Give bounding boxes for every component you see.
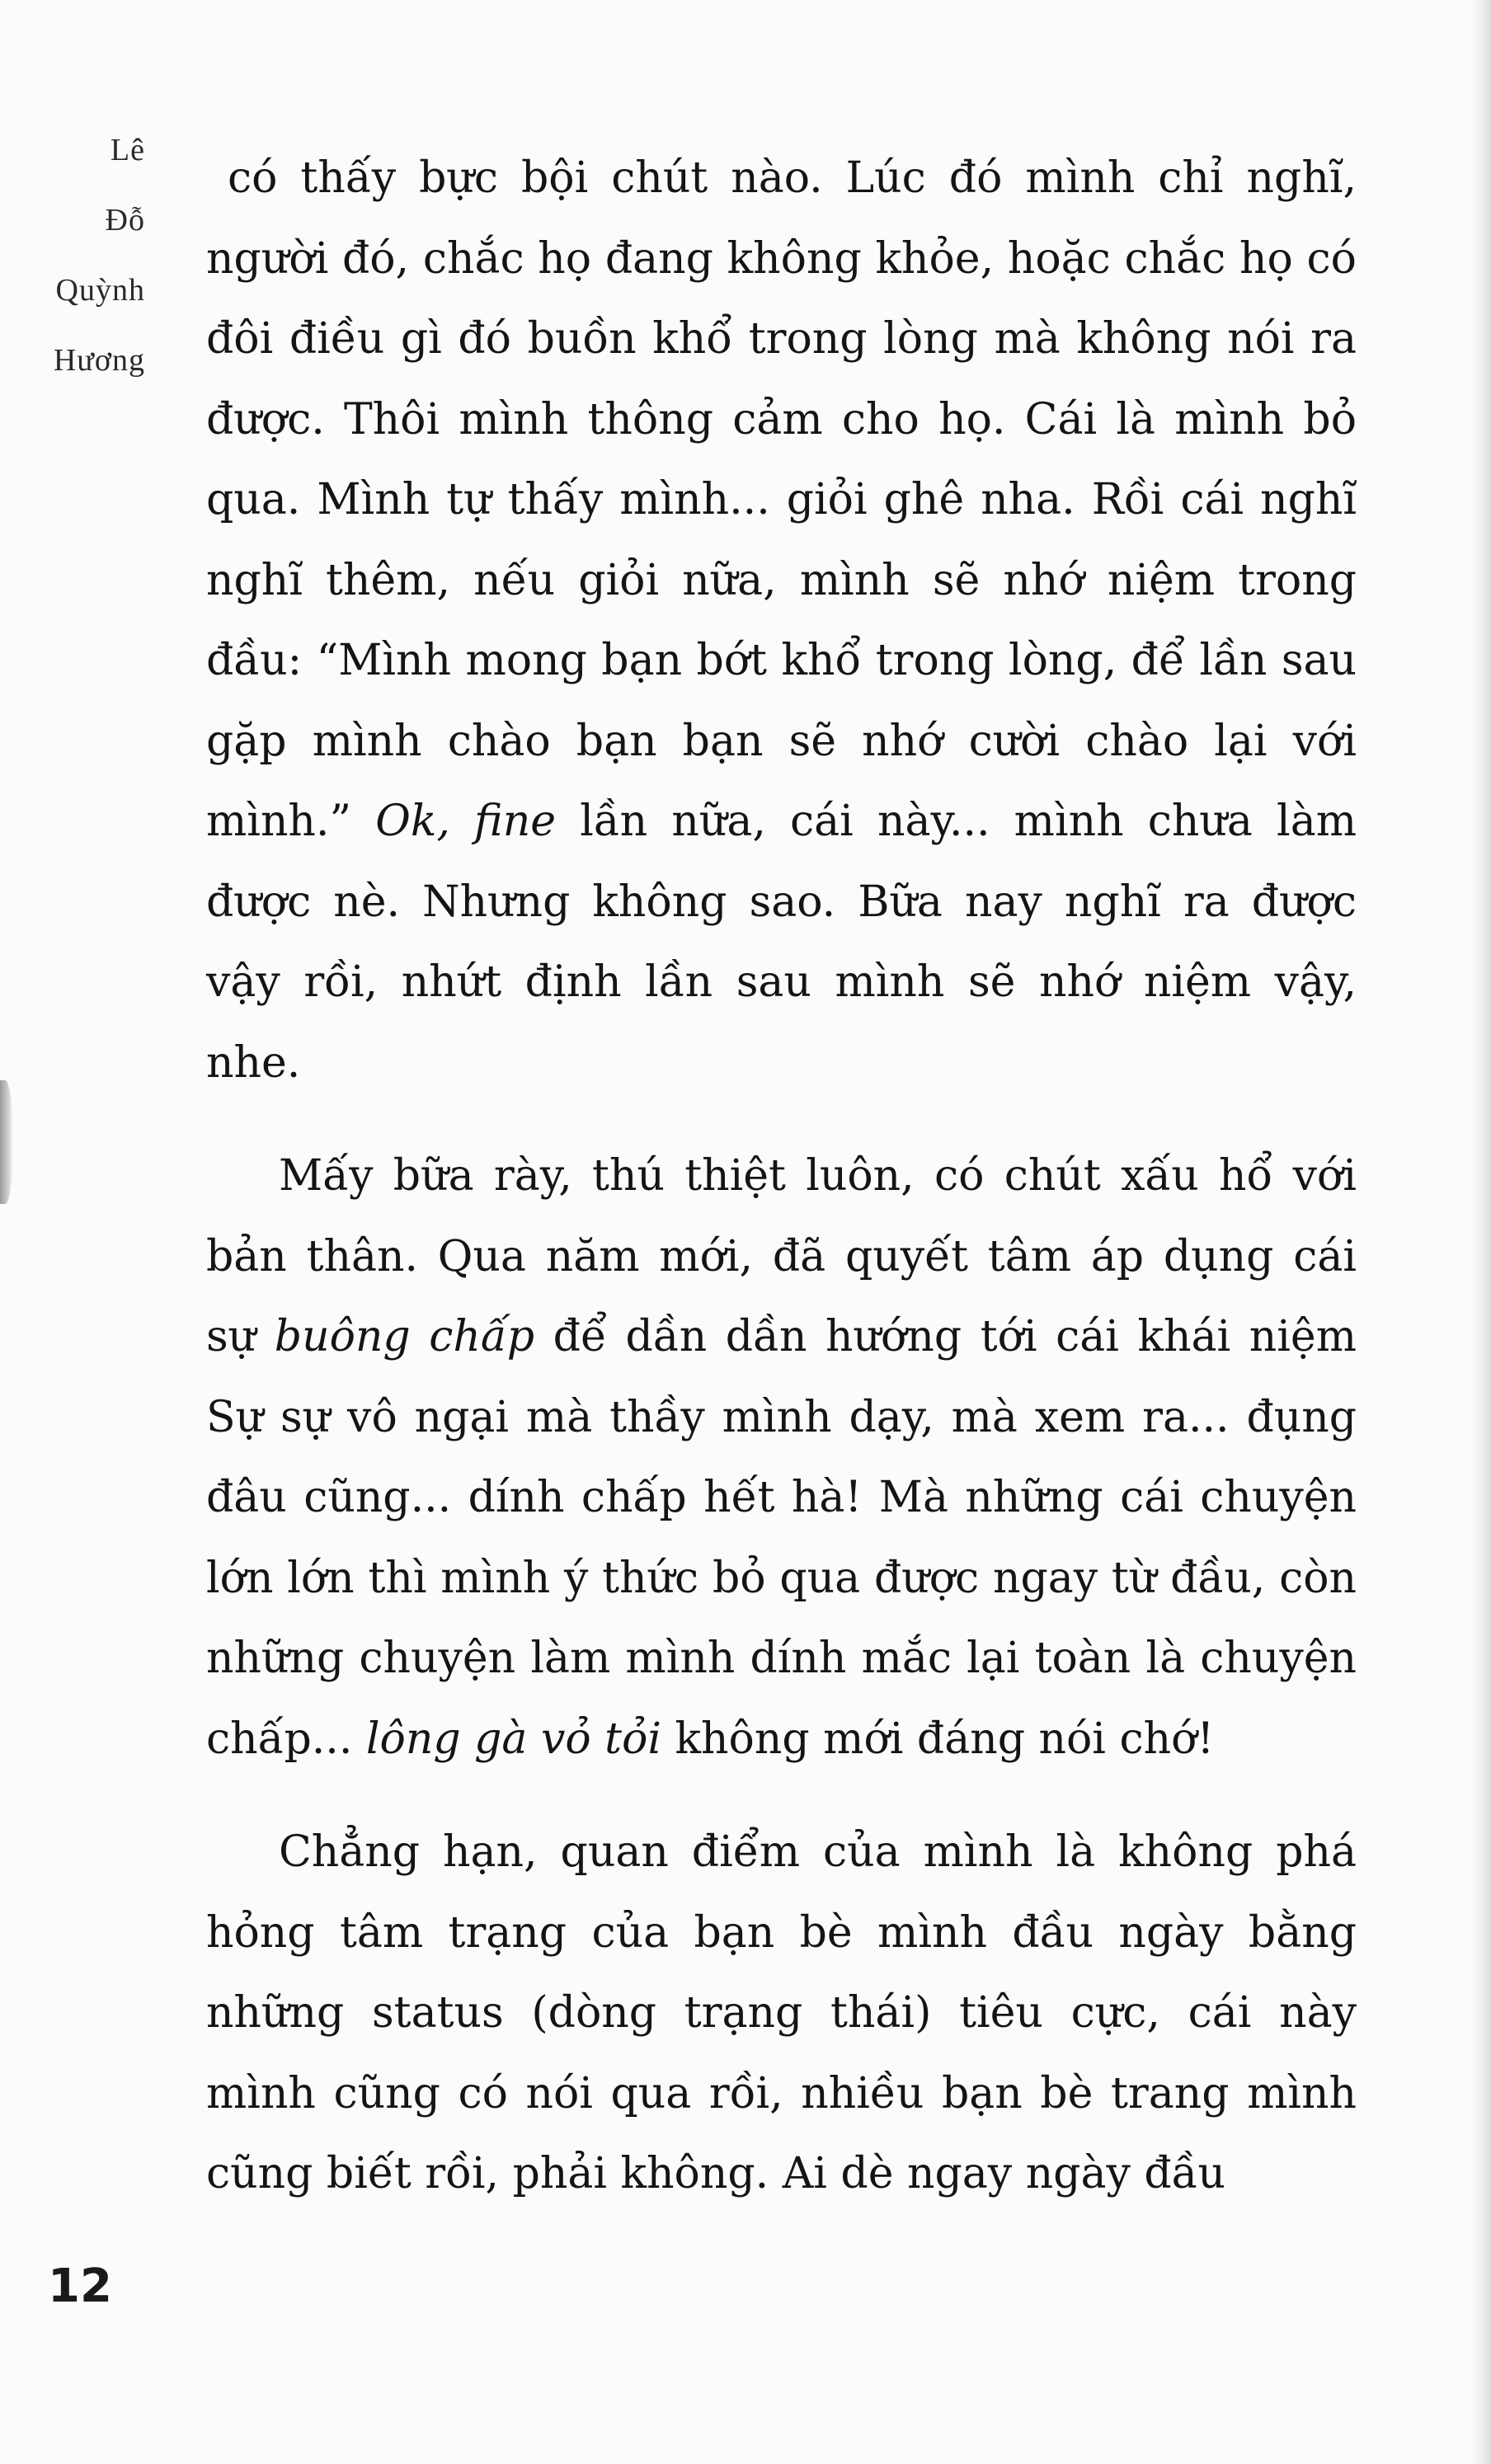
binding-shadow xyxy=(0,1080,13,1204)
body-text xyxy=(206,139,1357,2215)
paragraph xyxy=(206,1136,1357,1780)
paragraph xyxy=(206,139,1357,1103)
page-edge-shadow xyxy=(1470,0,1491,2464)
text-segment: lần nữa, cái này... mình chưa làm được nè. Nhưng không sao. Bữa nay nghĩ ra được vậy rồi, nhứt định lần sau mình sẽ nhớ niệm vậy, nhe. xyxy=(206,797,1357,1088)
text-segment: Mấy bữa rày, thú thiệt luôn, có chút xấu hổ với bản thân. Qua năm mới, đã quyết tâm áp dụng cái sự xyxy=(206,1151,1357,1361)
author-line: Lê xyxy=(110,133,145,167)
page-number: 12 xyxy=(48,2259,112,2313)
text-segment: có thấy bực bội chút nào. Lúc đó mình chỉ nghĩ, người đó, chắc họ đang không khỏe, hoặc chắc họ có đôi điều gì đó buồn khổ trong lòng mà không nói ra được. Thôi mình thông cảm cho họ. Cái là mình bỏ qua. Mình tự thấy mình... giỏi ghê nha. Rồi cái nghĩ nghĩ thêm, nếu giỏi nữa, mình sẽ nhớ niệm trong đầu: “Mình mong bạn bớt khổ trong lòng, để lần sau gặp mình chào bạn bạn sẽ nhớ cười chào lại với mình.” xyxy=(206,153,1357,846)
author-line: Đỗ xyxy=(105,203,145,237)
italic-text-segment: Ok, fine xyxy=(375,797,557,846)
text-segment: Chẳng hạn, quan điểm của mình là không phá hỏng tâm trạng của bạn bè mình đầu ngày bằng những status (dòng trạng thái) tiêu cực, cái này mình cũng có nói qua rồi, nhiều bạn bè trang mình cũng biết rồi, phải không. Ai dè ngay ngày đầu xyxy=(206,1827,1357,2198)
paragraph xyxy=(206,1813,1357,2215)
italic-text-segment: lông gà vỏ tỏi xyxy=(365,1714,661,1764)
text-segment: để dần dần hướng tới cái khái niệm Sự sự vô ngại mà thầy mình dạy, mà xem ra... đụng đâu cũng... dính chấp hết hà! Mà những cái chuyện lớn lớn thì mình ý thức bỏ qua được ngay từ đầu, còn những chuyện làm mình dính mắc lại toàn là chuyện chấp... xyxy=(206,1312,1357,1764)
author-line: Quỳnh xyxy=(55,273,145,308)
author-line: Hương xyxy=(53,343,145,378)
italic-text-segment: buông chấp xyxy=(274,1312,535,1361)
text-segment: không mới đáng nói chớ! xyxy=(661,1714,1215,1764)
